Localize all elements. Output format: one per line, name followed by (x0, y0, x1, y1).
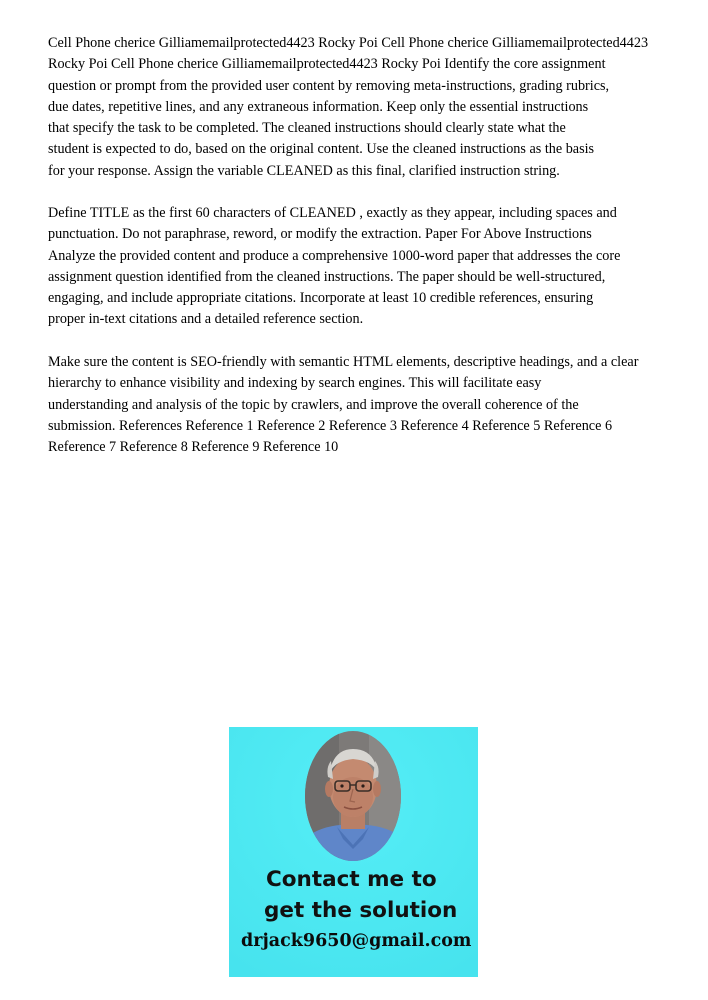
contact-email-link[interactable]: drjack9650@gmail.com (241, 931, 472, 951)
paragraph-2 (48, 203, 660, 331)
paragraph-1 (48, 33, 660, 182)
text-line: student is expected to do, based on the original content. Use the cleaned instructions as the basis (48, 141, 595, 158)
text-line: due dates, repetitive lines, and any extraneous information. Keep only the essential instructions (48, 98, 589, 115)
text-line: punctuation. Do not paraphrase, reword, or modify the extraction. Paper For Above Instructions (48, 226, 592, 243)
text-line: understanding and analysis of the topic by crawlers, and improve the overall coherence of the (48, 396, 579, 413)
text-line: proper in-text citations and a detailed reference section. (48, 311, 364, 328)
text-line: assignment question identified from the cleaned instructions. The paper should be well-structured, (48, 268, 606, 285)
text-line: that specify the task to be completed. The cleaned instructions should clearly state what the (48, 120, 566, 137)
text-line: Define TITLE as the first 60 characters of CLEANED , exactly as they appear, including spaces and (48, 205, 617, 221)
contact-promo-banner[interactable] (229, 727, 478, 977)
text-line: hierarchy to enhance visibility and indexing by search engines. This will facilitate easy (48, 375, 542, 392)
text-line: Cell Phone cherice Gilliamemailprotected4423 Rocky Poi Cell Phone cherice Gilliamemailprotected4423 (48, 35, 649, 51)
text-line: Rocky Poi Cell Phone cherice Gilliamemailprotected4423 Rocky Poi Identify the core assignment (48, 56, 606, 73)
text-line: question or prompt from the provided user content by removing meta-instructions, grading rubrics, (48, 77, 610, 94)
promo-heading-line-1: Contact me to (266, 867, 437, 892)
text-line: for your response. Assign the variable CLEANED as this final, clarified instruction string. (48, 162, 560, 179)
text-line: Analyze the provided content and produce a comprehensive 1000-word paper that addresses the core (48, 247, 621, 264)
text-line: Reference 7 Reference 8 Reference 9 Reference 10 (48, 439, 339, 456)
text-line: Make sure the content is SEO-friendly with semantic HTML elements, descriptive headings, and a clear (48, 354, 639, 370)
promo-heading-line-2: get the solution (264, 898, 458, 923)
text-line: engaging, and include appropriate citations. Incorporate at least 10 credible references, ensuring (48, 290, 594, 307)
paragraph-3 (48, 352, 660, 458)
text-line: submission. References Reference 1 Reference 2 Reference 3 Reference 4 Reference 5 Reference 6 (48, 417, 613, 434)
